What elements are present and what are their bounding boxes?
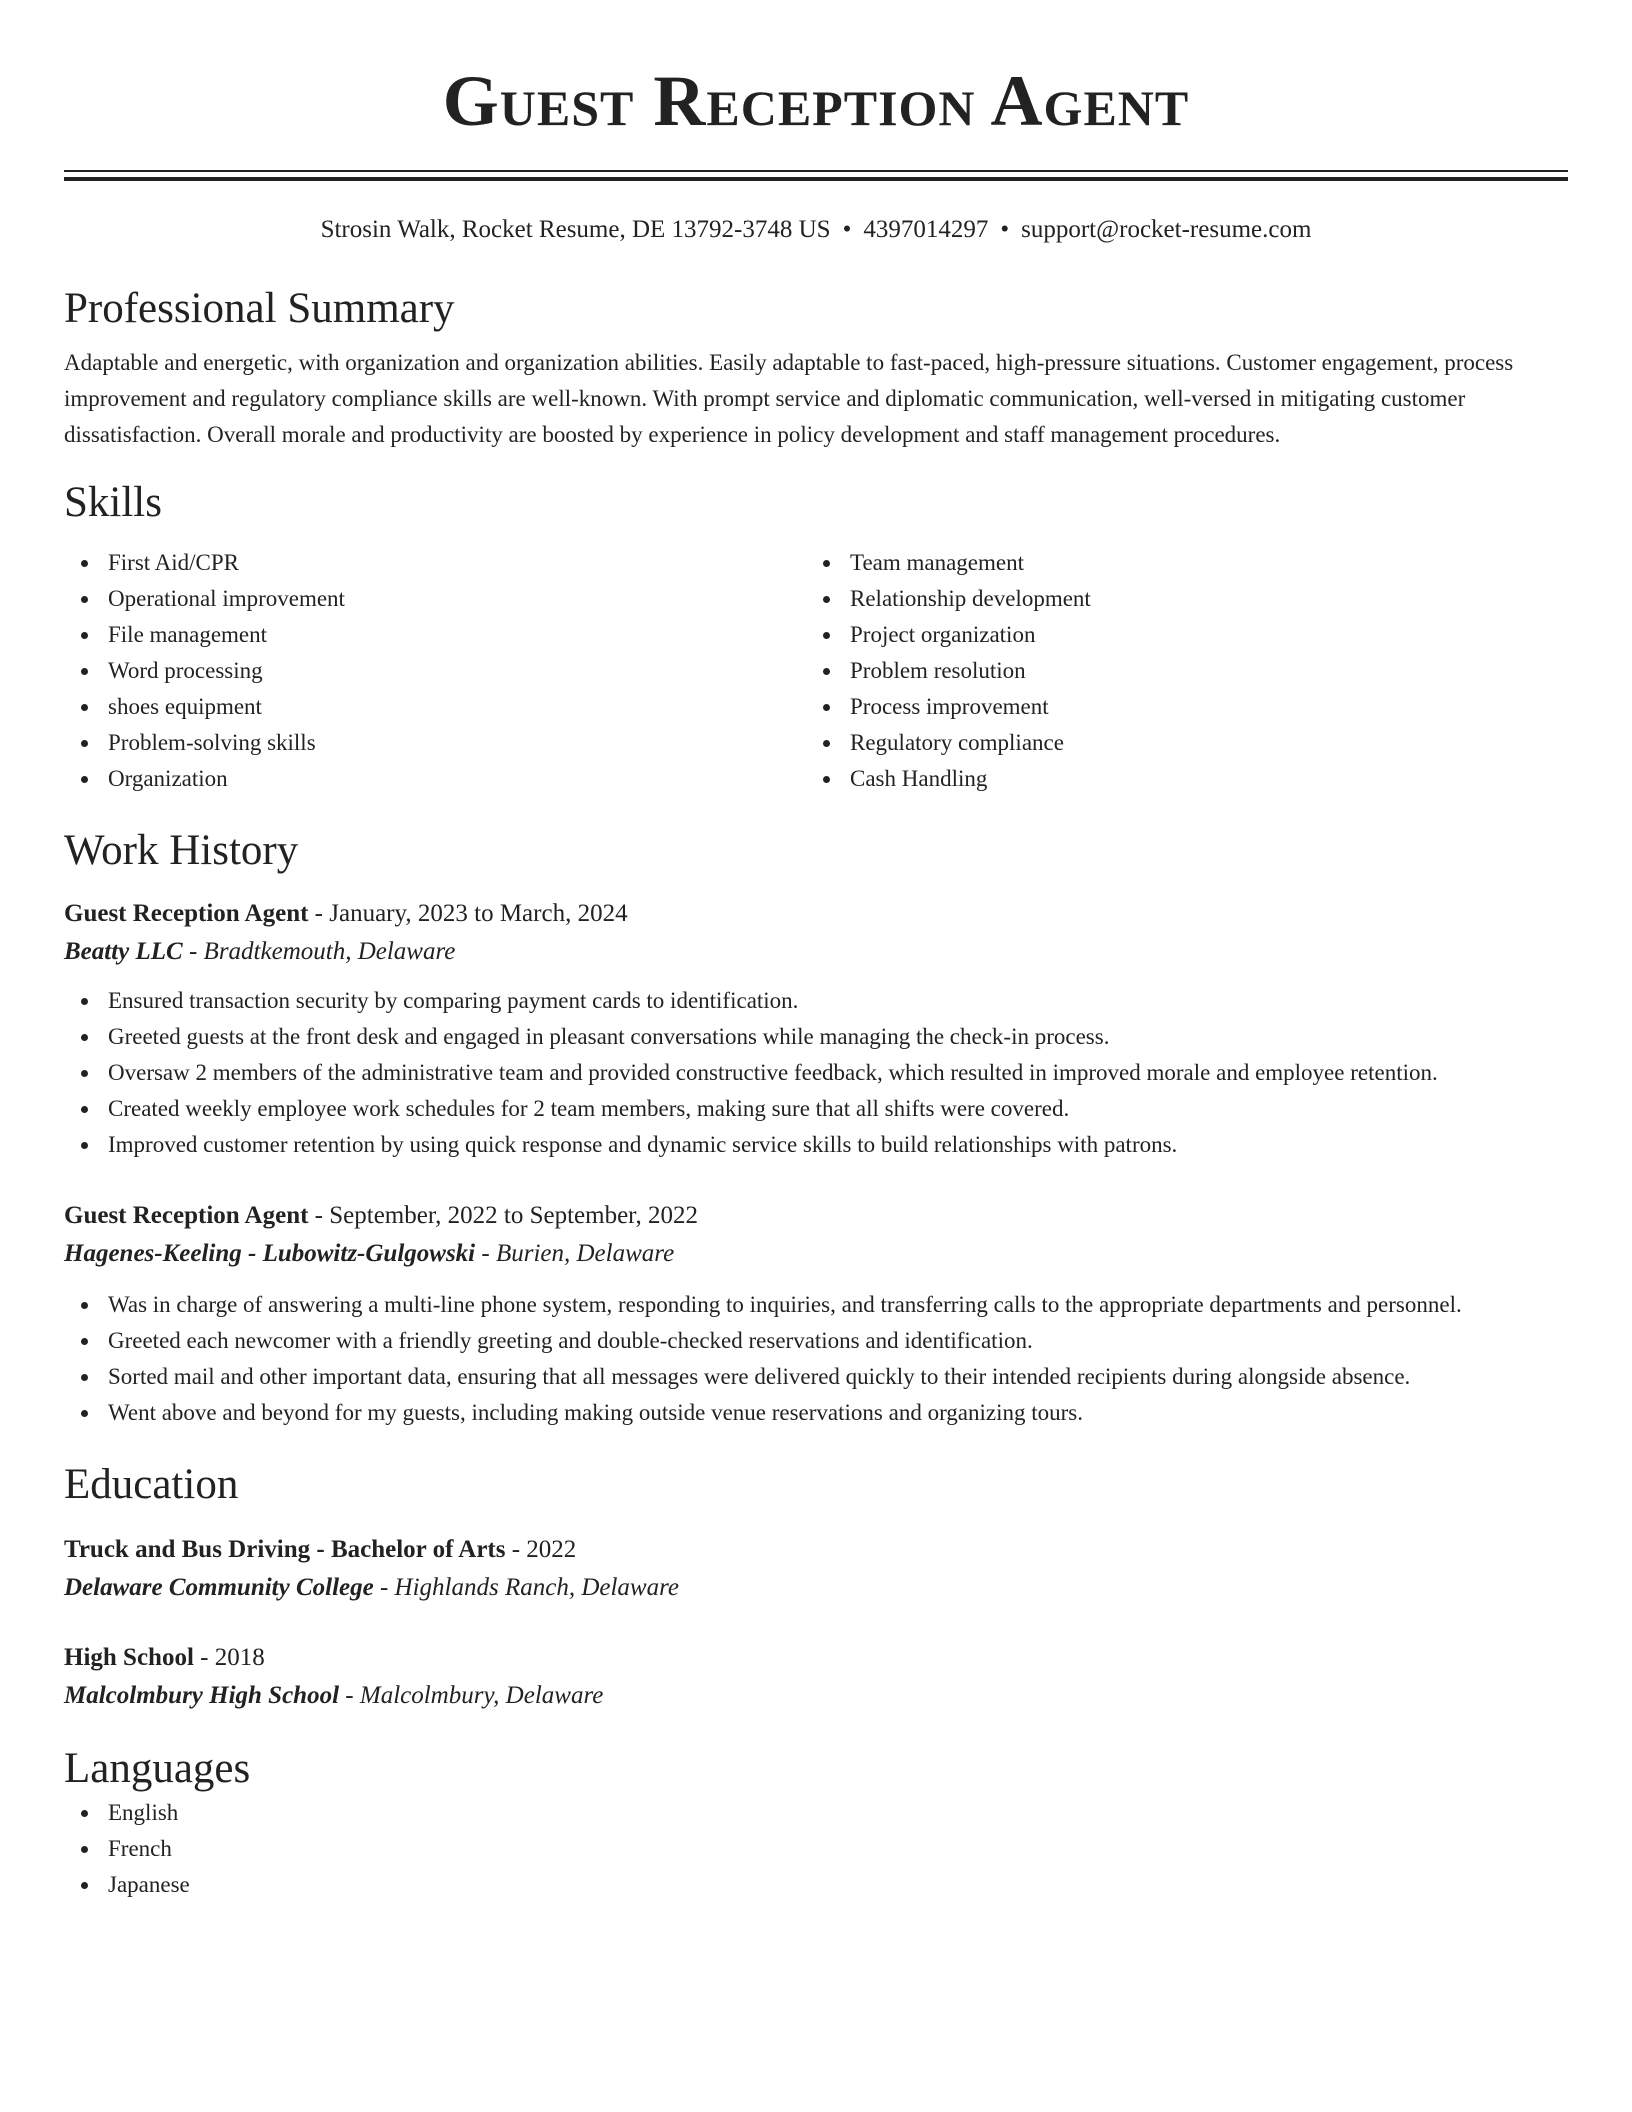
graduation-year: - 2018 [193,1644,265,1671]
job-duty: Greeted each newcomer with a friendly greeting and double-checked reservations and identification. [64,1323,1568,1359]
job-dates: - September, 2022 to September, 2022 [308,1202,699,1229]
job-dates: - January, 2023 to March, 2024 [308,900,628,927]
resume-name: Guest Reception Agent [442,61,1190,141]
job-duty: Went above and beyond for my guests, including making outside venue reservations and organizing tours. [64,1395,1568,1431]
skill-item: Problem resolution [806,653,1091,689]
job-title: Guest Reception Agent [64,1202,309,1229]
education-heading: Education [64,1461,239,1508]
work-history-heading: Work History [64,827,299,874]
job-duties [64,983,1568,1163]
employer-name: Beatty LLC [64,938,183,965]
education-entry [64,1639,1568,1715]
job-duty: Created weekly employee work schedules for 2 team members, making sure that all shifts were covered. [64,1091,1568,1127]
summary-heading: Professional Summary [64,285,455,332]
skill-item: Team management [806,545,1091,581]
school-name: Delaware Community College [64,1574,374,1601]
degree-line [64,1531,1568,1569]
employer-location: - Bradtkemouth, Delaware [182,938,456,965]
language-item: Japanese [64,1867,1568,1903]
contact-address: Strosin Walk, Rocket Resume, DE 13792-3748 US [320,216,831,243]
job-duty: Improved customer retention by using quick response and dynamic service skills to build relationships with patrons. [64,1127,1568,1163]
skills-list [64,545,1568,797]
job-duty: Oversaw 2 members of the administrative team and provided constructive feedback, which resulted in improved morale and employee retention. [64,1055,1568,1091]
school-name: Malcolmbury High School [64,1682,340,1709]
languages-heading: Languages [64,1745,251,1792]
contact-separator: • [1000,216,1010,243]
job-title-line [64,1197,1568,1235]
skill-item: Problem-solving skills [64,725,806,761]
employer-line [64,933,1568,971]
language-item: French [64,1831,1568,1867]
job-duties [64,1287,1568,1431]
skill-item: Process improvement [806,689,1091,725]
job-duty: Sorted mail and other important data, ensuring that all messages were delivered quickly to their intended recipients during alongside absence. [64,1359,1568,1395]
skills-column-right [806,545,1091,797]
skill-item: First Aid/CPR [64,545,806,581]
skill-item: Word processing [64,653,806,689]
skill-item: Organization [64,761,806,797]
skill-item: Relationship development [806,581,1091,617]
skill-item: Regulatory compliance [806,725,1091,761]
language-item: English [64,1795,1568,1831]
degree: High School [64,1644,194,1671]
contact-phone: 4397014297 [863,216,989,243]
contact-email: support@rocket-resume.com [1021,216,1312,243]
skills-column-left [64,545,806,797]
job-title-line [64,895,1568,933]
school-location: - Highlands Ranch, Delaware [373,1574,680,1601]
header-divider [64,170,1568,181]
school-line [64,1569,1568,1607]
education-entry [64,1531,1568,1607]
job-entry [64,895,1568,1163]
skill-item: File management [64,617,806,653]
skills-heading: Skills [64,479,162,526]
job-title: Guest Reception Agent [64,900,309,927]
contact-separator: • [842,216,852,243]
languages-list [64,1795,1568,1903]
degree-line [64,1639,1568,1677]
graduation-year: - 2022 [505,1536,577,1563]
school-location: - Malcolmbury, Delaware [339,1682,604,1709]
degree: Truck and Bus Driving - Bachelor of Arts [64,1536,506,1563]
school-line [64,1677,1568,1715]
summary-text: Adaptable and energetic, with organization and organization abilities. Easily adaptable to fast-paced, high-pressure situations. Customer engagement, process improvement and regulatory compliance skills are well-known. With prompt service and diplomatic communication, well-versed in mitigating customer dissatisfaction. Overall morale and productivity are boosted by experience in policy development and staff management procedures. [64,350,1514,447]
job-duty: Ensured transaction security by comparing payment cards to identification. [64,983,1568,1019]
skill-item: Cash Handling [806,761,1091,797]
skill-item: Operational improvement [64,581,806,617]
contact-line [64,215,1568,245]
employer-name: Hagenes-Keeling - Lubowitz-Gulgowski [64,1240,476,1267]
job-duty: Was in charge of answering a multi-line phone system, responding to inquiries, and transferring calls to the appropriate departments and personnel. [64,1287,1568,1323]
skill-item: Project organization [806,617,1091,653]
job-duty: Greeted guests at the front desk and engaged in pleasant conversations while managing the check-in process. [64,1019,1568,1055]
employer-line [64,1235,1568,1273]
employer-location: - Burien, Delaware [475,1240,675,1267]
job-entry [64,1197,1568,1431]
skill-item: shoes equipment [64,689,806,725]
